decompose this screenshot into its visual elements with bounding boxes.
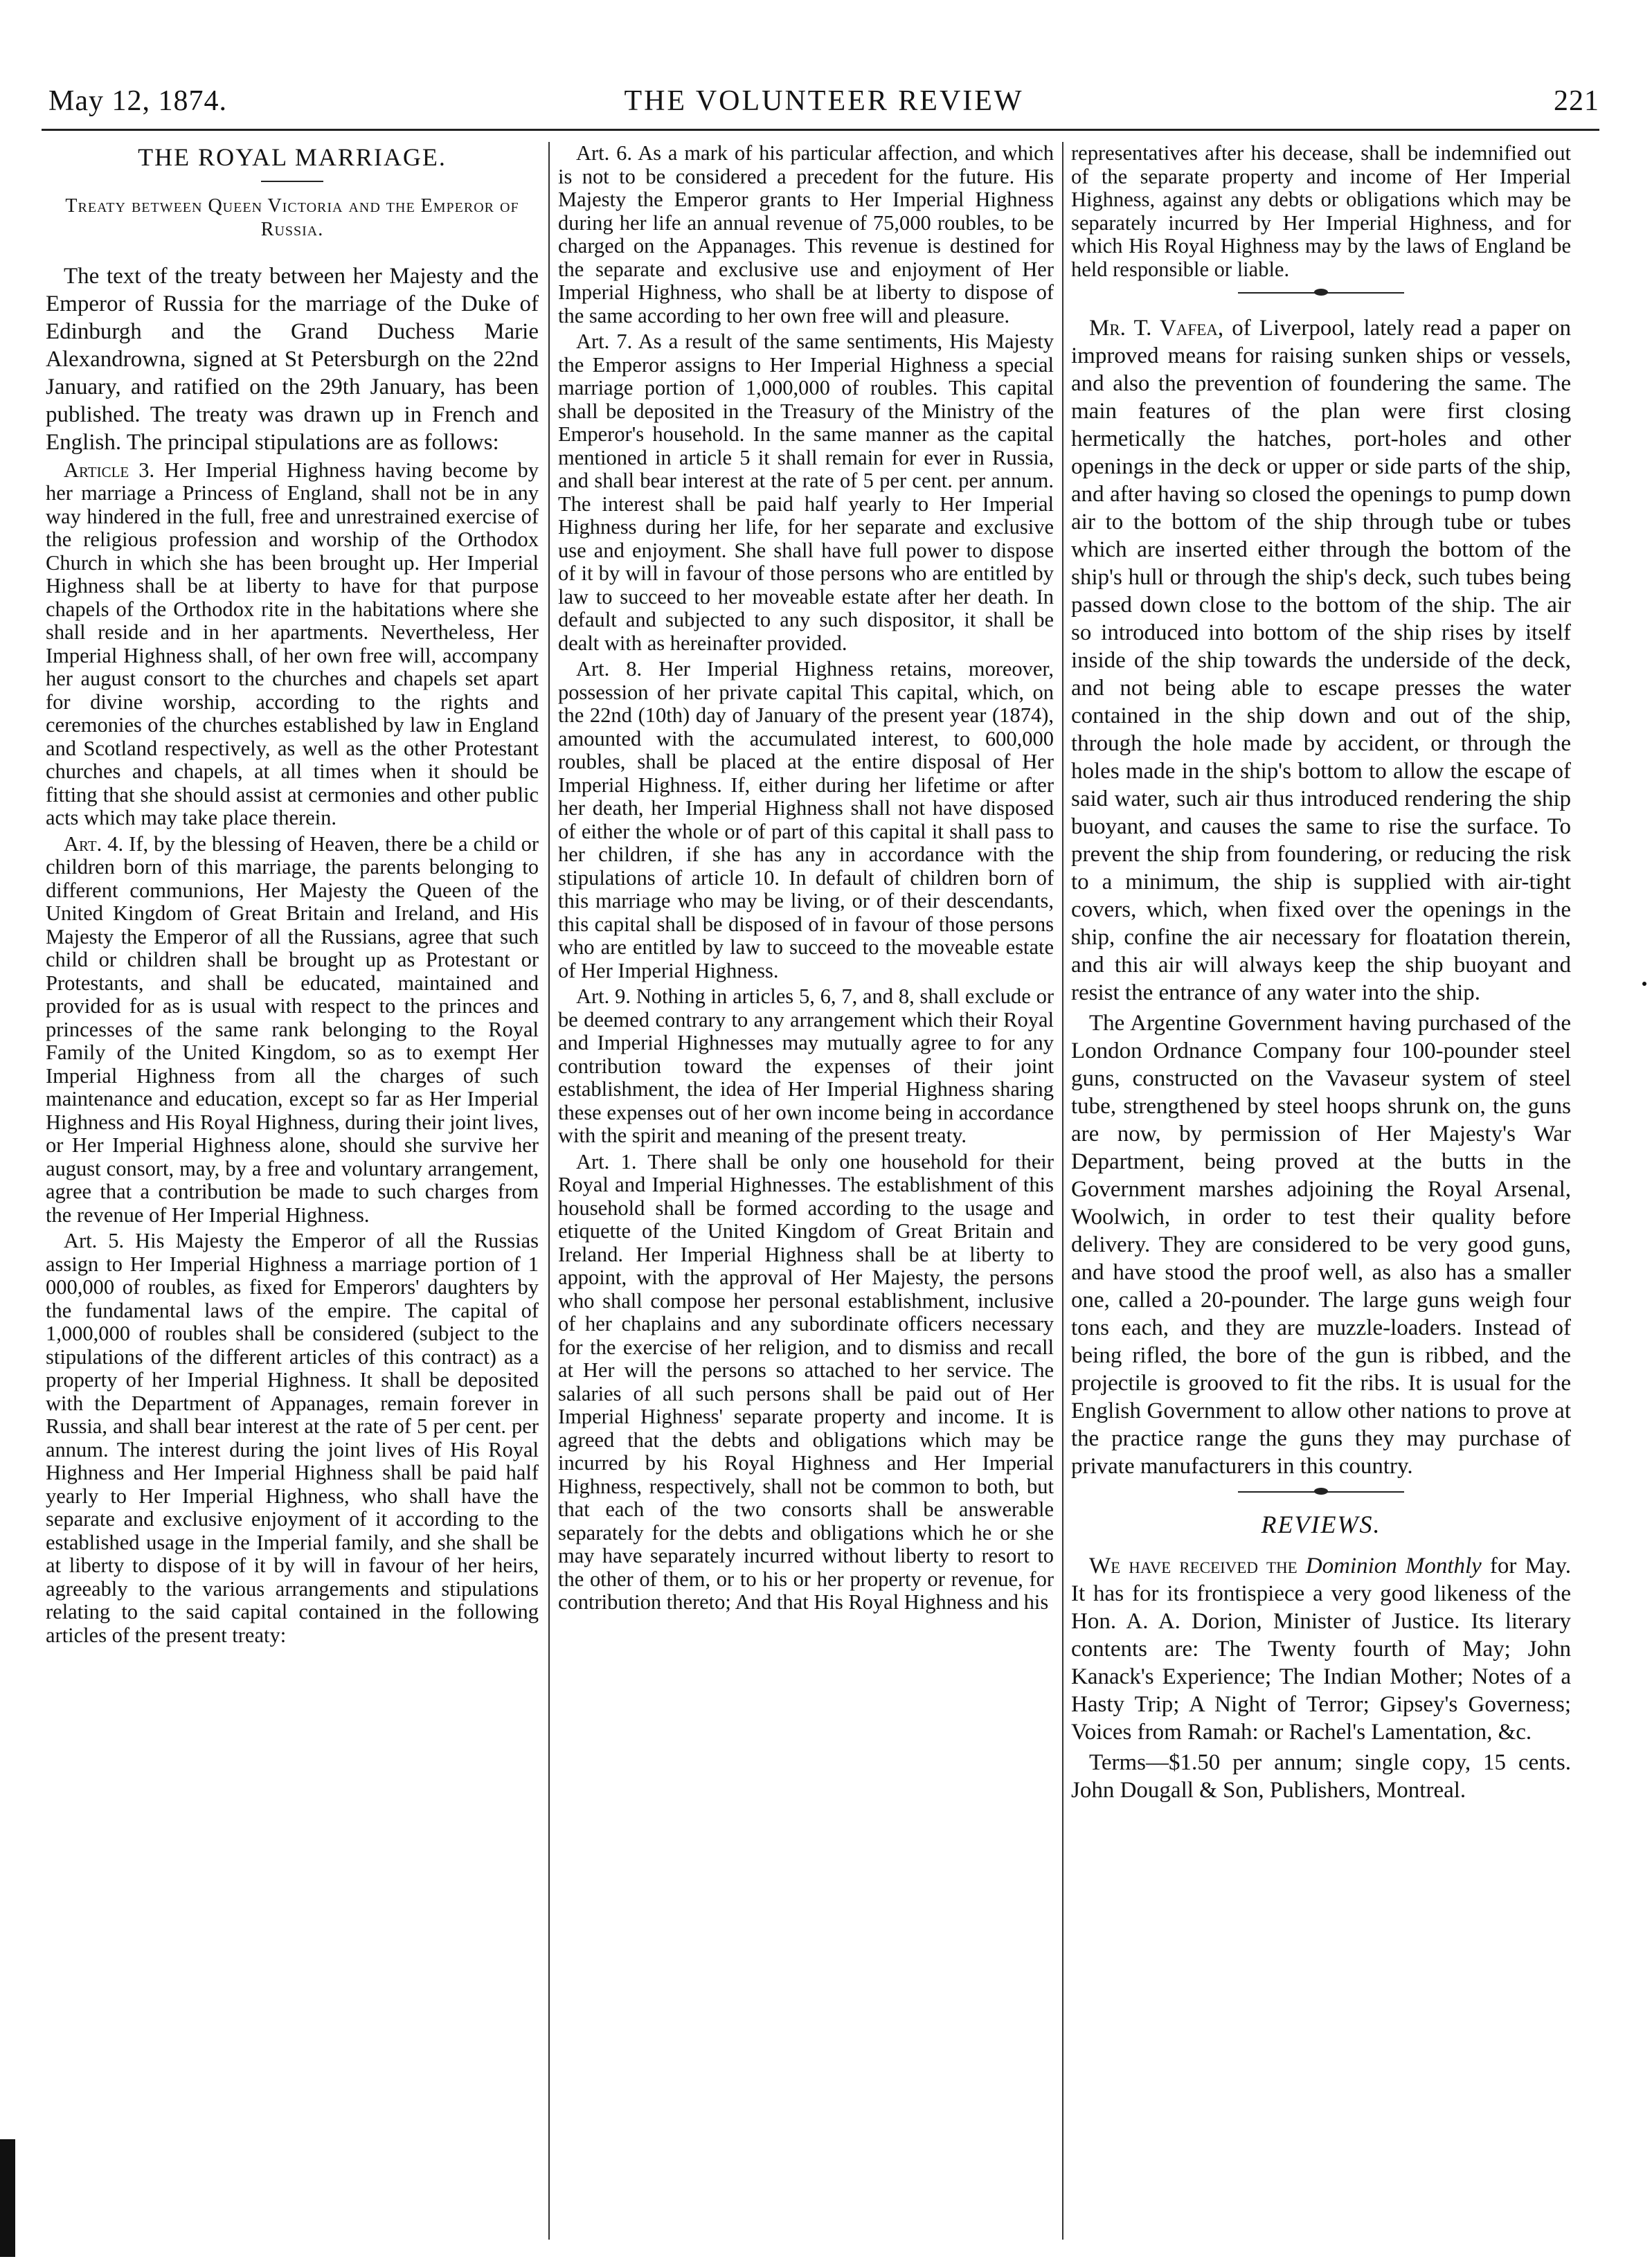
column-divider xyxy=(548,142,550,2240)
article-label: Art. 5. xyxy=(64,1229,125,1252)
paragraph xyxy=(558,1151,1054,1614)
paragraph-text: If, by the blessing of Heaven, there be a child or children born of this marriage, the parents belonging to different communions, Her Majesty the Queen of the United Kingdom of Great Britain and Ireland, and His Majesty the Emperor of all the Russians, agree that such child or children shall be brought up as Protestant or Protestants, and shall be educated, maintained and provided for as is usual with respect to the princes and princesses of the same rank belonging to the Royal Family of the United Kingdom, so as to exempt Her Imperial Highness from all the charges of such maintenance and education, except so far as Her Imperial Highness and His Royal Highness, during their joint lives, or Her Imperial Highness alone, should she survive her august consort, may, by a free and voluntary arrangement, agree that a contribution be made to such charges from the revenue of Her Imperial Highness. xyxy=(46,831,539,1227)
publication-title: THE VOLUNTEER REVIEW xyxy=(624,85,1024,117)
heading-rule xyxy=(261,181,323,182)
paragraph-lead: We have received the xyxy=(1089,1553,1298,1578)
paragraph-text: Her Imperial Highness having become by her marriage a Princess of England, shall not be in any way hindered in the full, free and unrestrained exercise of the religious profession and worship of the Orthodox Church in which she has been brought up. Her Imperial Highness shall be at liberty to have for that purpose chapels of the Orthodox rite in the habitations where she shall reside and in her apartments. Nevertheless, Her Imperial Highness shall, of her own free will, accompany her august consort to the churches and chapels set apart for divine worship, according to the rights and ceremonies of the churches established by law in England and Scotland respectively, as well as the other Protestant churches and chapels, at all times when it should be fitting that she should assist at cermonies and other public acts which may take place therein. xyxy=(46,458,539,829)
paragraph xyxy=(558,985,1054,1148)
journal-title: Dominion Monthly xyxy=(1305,1553,1482,1578)
person-name: Mr. T. Vafea, xyxy=(1089,316,1224,341)
column-divider xyxy=(1062,142,1063,2240)
paragraph xyxy=(1071,1552,1571,1746)
paragraph: representatives after his decease, shall be indemnified out of the separate property and income of Her Imperial Highness, against any debts or obligations which may be separately incurred by Her Imperial Highness, and for which His Royal Highness may by the laws of England be held responsible or liable. xyxy=(1071,142,1571,281)
column-1 xyxy=(46,142,539,2240)
paragraph-text: As a mark of his particular affection, and which is not to be considered a precedent for the future. His Majesty the Emperor grants to Her Imperial Highness during her life an annual revenue of 75,000 roubles, to be charged on the Appanages. This revenue is destined for the separate and exclusive use and enjoyment of Her Imperial Highness, who shall be at liberty to dispose of the same according to her own free will and pleasure. xyxy=(558,142,1054,327)
article-label: Art. 1. xyxy=(576,1149,637,1173)
paragraph xyxy=(46,459,539,830)
column-3 xyxy=(1071,142,1571,2240)
article-label: Art. 9. xyxy=(576,984,631,1008)
paragraph: Terms—$1.50 per annum; single copy, 15 cents. John Dougall & Son, Publishers, Montreal. xyxy=(1071,1749,1571,1803)
paragraph-text: His Majesty the Emperor of all the Russias assign to Her Imperial Highness a marriage portion of 1 000,000 of roubles, as fixed for Emperors' daughters by the fundamental laws of the empire. The capital of 1,000,000 of roubles shall be considered (subject to the stipulations of the different articles of this contract) as a property of her Imperial Highness. It shall be deposited with the Department of Appanages, remain forever in Russia, and shall bear interest at the rate of 5 per cent. per annum. The interest during the joint lives of His Royal Highness and Her Imperial Highness shall be paid half yearly to Her Imperial Highness, who shall have the separate and exclusive enjoyment of it according to the established usage in the Imperial family, and she shall be at liberty to dispose of it by will in favour of her heirs, agreeably to the various arrangements and stipulations relating to the said capital contained in the following articles of the present treaty: xyxy=(46,1229,539,1647)
article-label: Art. 6. xyxy=(576,142,633,165)
scan-edge-mark xyxy=(0,2139,15,2257)
article-label: Art. 8. xyxy=(576,657,643,681)
article-subheading: Treaty between Queen Victoria and the Emperor of Russia. xyxy=(65,195,519,240)
section-separator xyxy=(1238,1491,1404,1493)
article-label: Art. 7. xyxy=(576,330,633,353)
paragraph-text: of Liverpool, lately read a paper on improved means for raising sunken ships or vessels, and also the prevention of foundering the same. The main features of the plan were first closing hermetically the hatches, port-holes and other openings in the deck or upper or side parts of the ship, and after having so closed the openings to pump down air to the bottom of the ship through tube or tubes which are inserted either through the bottom of the ship's hull or through the ship's deck, such tubes being passed down close to the bottom of the ship. The air so introduced into bottom of the ship rises by itself inside of the ship towards the underside of the deck, and not being able to escape presses the water contained in the ship down and out of the ship, through the hole made by accident, or through the holes made in the ship's bottom to allow the escape of said water, such air thus introduced rendering the ship buoyant, and causes the same to rise the surface. To prevent the ship from foundering, or reducing the risk to a minimum, the ship is supplied with air-tight covers, which, when fixed over the openings in the ship, confine the air necessary for floatation therein, and this air will always keep the ship buoyant and resist the entrance of any water into the ship. xyxy=(1071,316,1571,1005)
article-label: Art. 4. xyxy=(64,831,124,856)
reviews-heading: REVIEWS. xyxy=(1261,1511,1381,1538)
masthead xyxy=(48,84,1599,127)
paragraph-text: There shall be only one household for their Royal and Imperial Highnesses. The establishment of this household shall be formed according to the usage and etiquette of the United Kingdom of Great Britain and Ireland. Her Imperial Highness shall be at liberty to appoint, with the approval of Her Majesty, the persons who shall compose her personal establishment, inclusive of her chaplains and any subordinate officers necessary for the exercise of her religion, and to dismiss and recall at Her will the persons so attached to her service. The salaries of all such persons shall be paid out of Her Imperial Highness' separate property and income. It is agreed that the debts and obligations which may be incurred by his Royal Highness and Her Imperial Highness, respectively, shall not be common to both, but that each of the two consorts shall be answerable separately for the debts and obligations which he or she may have separately incurred without liberty to resort to the other of them, or to his or her property or revenue, for contribution thereto; And that His Royal Highness and his xyxy=(558,1149,1054,1614)
paragraph xyxy=(558,142,1054,327)
paragraph xyxy=(46,833,539,1227)
paragraph xyxy=(46,1230,539,1647)
paragraph xyxy=(558,658,1054,982)
paragraph-text: Nothing in articles 5, 6, 7, and 8, shall exclude or be deemed contrary to any arrangement which their Royal and Imperial Highnesses may mutually agree to for any contribution toward the expenses of their joint establishment, the idea of Her Imperial Highness sharing these expenses out of her own income being in accordance with the spirit and meaning of the present treaty. xyxy=(558,984,1054,1147)
header-rule xyxy=(42,129,1599,131)
page-number: 221 xyxy=(1554,85,1599,117)
paragraph: The Argentine Government having purchased of the London Ordnance Company four 100-pounder steel guns, constructed on the Vavaseur system of steel tube, strengthened by steel hoops shrunk on, the guns are now, by permission of Her Majesty's War Department, being proved at the butts in the Government marshes adjoining the Royal Arsenal, Woolwich, in order to test their quality before delivery. They are considered to be very good guns, and have stood the proof well, as also has a smaller one, called a 20-pounder. The large guns weigh four tons each, and they are muzzle-loaders. Instead of being rifled, the bore of the gun is ribbed, and the projectile is grooved to fit the ribs. It is usual for the English Government to allow other nations to prove at the practice range the guns they may purchase of private manufacturers in this country. xyxy=(1071,1011,1571,1479)
paragraph-text: for May. It has for its frontispiece a very good likeness of the Hon. A. A. Dorion, Minister of Justice. Its literary contents are: The Twenty fourth of May; John Kanack's Experience; The Indian Mother; Notes of a Hasty Trip; A Night of Terror; Gipsey's Governess; Voices from Ramah: or Rachel's Lamentation, &c. xyxy=(1071,1553,1571,1745)
article-label: Article 3. xyxy=(64,458,155,482)
print-speck xyxy=(1642,982,1646,986)
column-2 xyxy=(558,142,1054,2240)
section-separator xyxy=(1238,292,1404,294)
paragraph-text: As a result of the same sentiments, His Majesty the Emperor assigns to Her Imperial Highness a special marriage portion of 1,000,000 of roubles. This capital shall be deposited in the Treasury of the Ministry of the Emperor's household. In the same manner as the capital mentioned in article 5 it shall remain for ever in Russia, and shall bear interest at the rate of 5 per cent. per annum. The interest shall be paid half yearly to Her Imperial Highness during her life, for her separate and exclusive use and enjoyment. She shall have full power to dispose of it by will in favour of those persons who are entitled by law to succeed to her moveable estate after her death. In default and subjected to any such dispositor, it shall be dealt with as hereinafter provided. xyxy=(558,330,1054,655)
paragraph-text: Her Imperial Highness retains, moreover, possession of her private capital This capital, which, on the 22nd (10th) day of January of the present year (1874), amounted with the accumulated interest, to 600,000 roubles, shall be placed at the entire disposal of Her Imperial Highness. If, either during her lifetime or after her death, her Imperial Highness shall not have disposed of either the whole or of part of this capital it shall pass to her children, if she has any in accordance with the stipulations of article 10. In default of children born of this marriage who may be living, or of their descendants, this capital shall be disposed of in favour of those persons who are entitled by law to succeed to the moveable estate of Her Imperial Highness. xyxy=(558,657,1054,982)
paragraph: The text of the treaty between her Majesty and the Emperor of Russia for the marriage of the Duke of Edinburgh and the Grand Duchess Marie Alexandrowna, signed at St Petersburgh on the 22nd January, and ratified on the 29th January, has been published. The treaty was drawn up in French and English. The principal stipulations are as follows: xyxy=(46,263,539,455)
paragraph xyxy=(1071,314,1571,1007)
paragraph xyxy=(558,330,1054,655)
article-heading: THE ROYAL MARRIAGE. xyxy=(138,143,447,171)
issue-date: May 12, 1874. xyxy=(48,85,227,117)
